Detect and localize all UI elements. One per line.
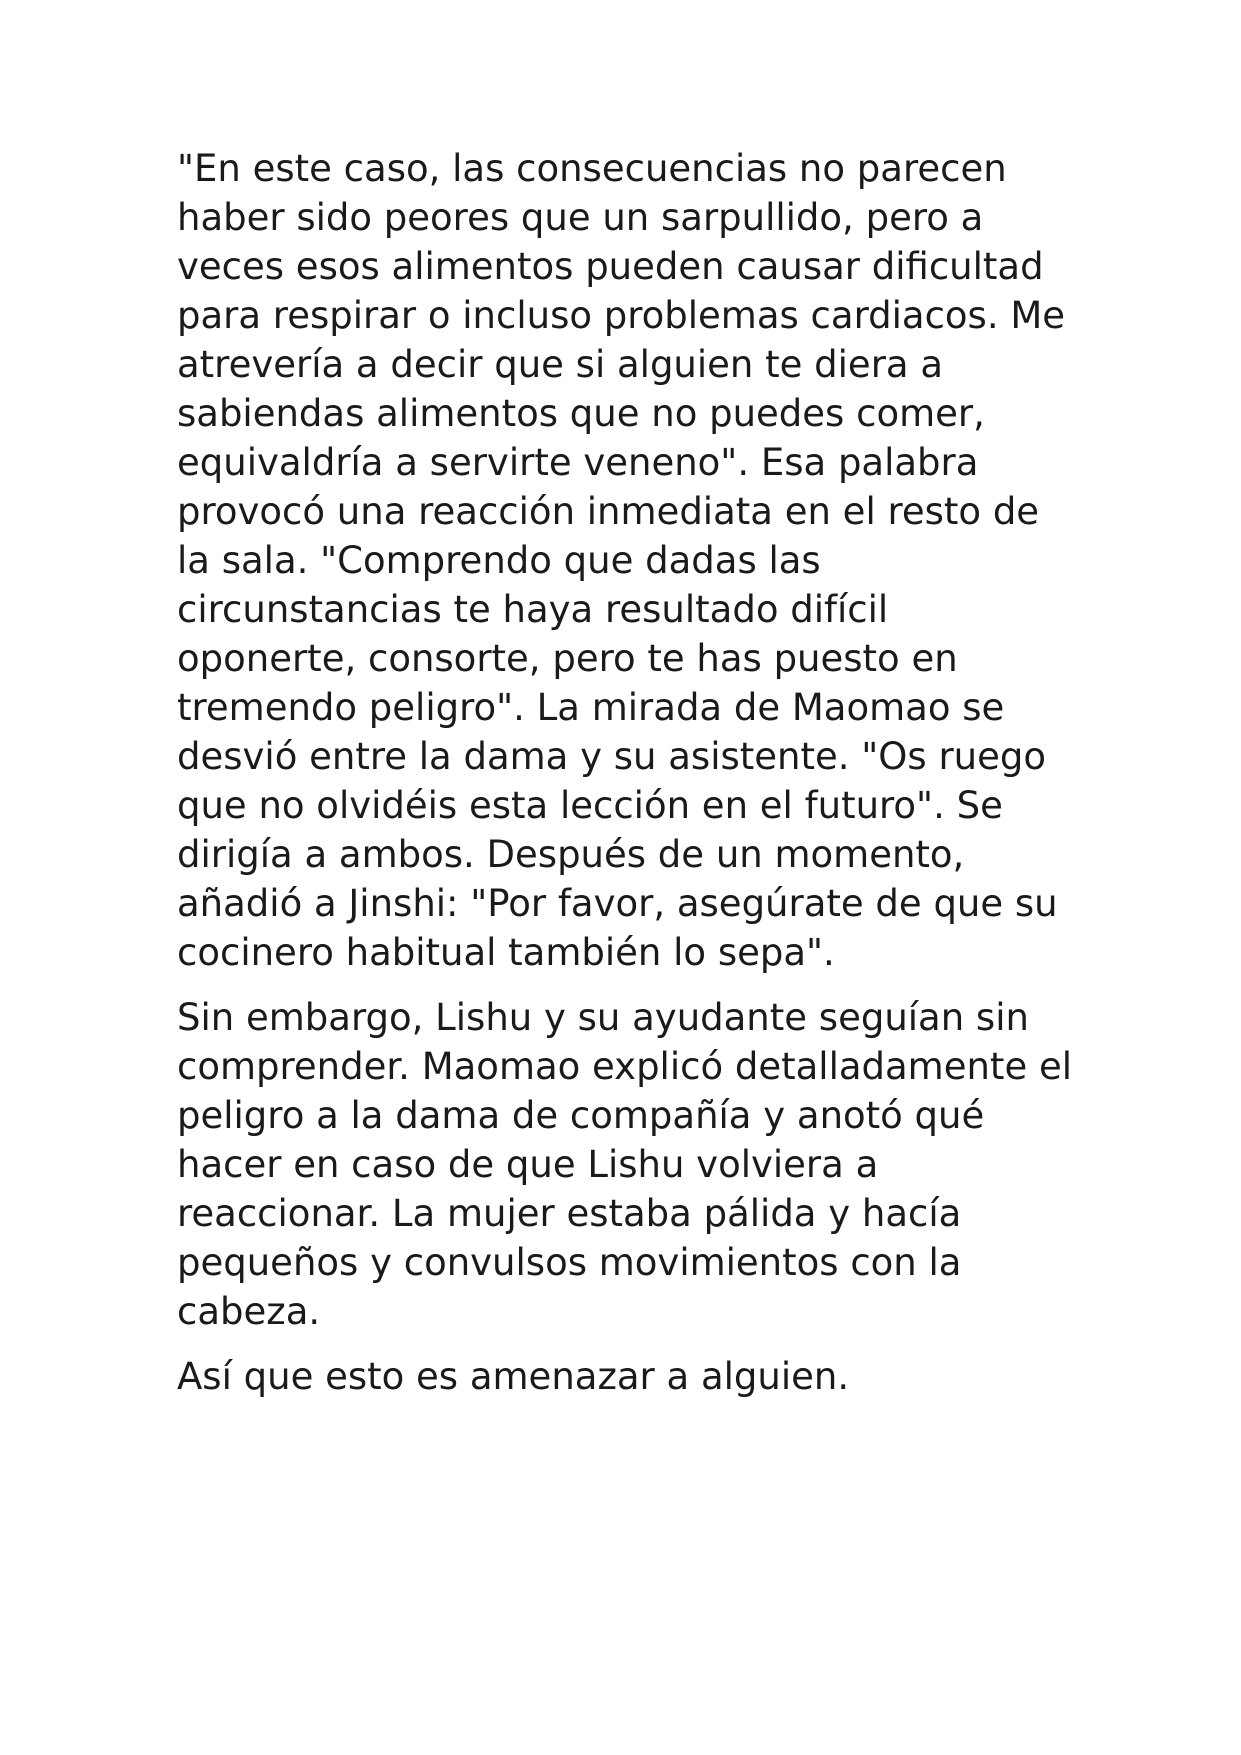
- paragraph-3: Así que esto es amenazar a alguien.: [177, 1355, 850, 1398]
- paragraph-1: "En este caso, las consecuencias no parecen haber sido peores que un sarpullido, pero a veces esos alimentos pueden causar dificultad para respirar o incluso problemas cardiacos. Me atrevería a decir que si alguien te diera a sabiendas alimentos que no puedes comer, equivaldría a servirte veneno". Esa palabra provocó una reacción inmediata en el resto de la sala. "Comprendo que dadas las circunstancias te haya resultado difícil oponerte, consorte, pero te has puesto en tremendo peligro". La mirada de Maomao se desvió entre la dama y su asistente. "Os ruego que no olvidéis esta lección en el futuro". Se dirigía a ambos. Después de un momento, añadió a Jinshi: "Por favor, asegúrate de que su cocinero habitual también lo sepa".: [177, 147, 1066, 974]
- paragraph-2: Sin embargo, Lishu y su ayudante seguían sin comprender. Maomao explicó detalladamente el peligro a la dama de compañía y anotó qué hacer en caso de que Lishu volviera a reaccionar. La mujer estaba pálida y hacía pequeños y convulsos movimientos con la cabeza.: [177, 996, 1073, 1333]
- document-body: [177, 144, 1077, 1417]
